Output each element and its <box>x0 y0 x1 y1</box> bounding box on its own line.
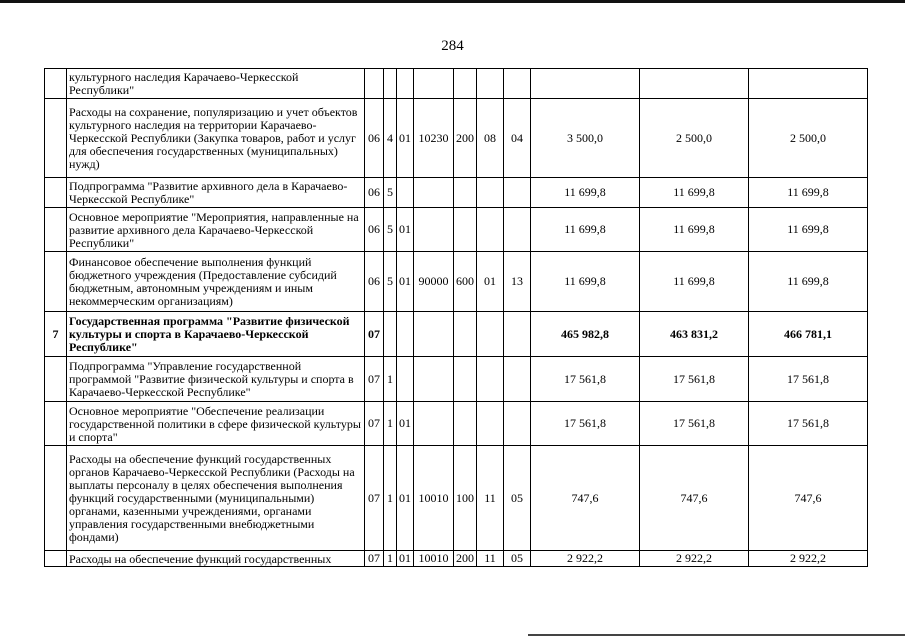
code-cell <box>397 357 414 402</box>
code-cell: 07 <box>365 357 384 402</box>
code-cell <box>454 357 477 402</box>
code-cell: 06 <box>365 252 384 312</box>
code-cell <box>477 357 504 402</box>
code-cell: 07 <box>365 402 384 446</box>
code-cell <box>397 312 414 357</box>
code-cell: 01 <box>397 402 414 446</box>
table-row <box>45 252 868 312</box>
code-cell: 08 <box>477 99 504 178</box>
row-name-cell: Финансовое обеспечение выполнения функций бюджетного учреждения (Предоставление субсидий бюджетным, автономным учреждениям и иным некоммерческим организациям) <box>67 252 365 312</box>
code-cell: 07 <box>365 312 384 357</box>
code-cell <box>384 312 397 357</box>
code-cell <box>384 69 397 99</box>
code-cell <box>414 69 454 99</box>
amount-cell-3: 2 500,0 <box>749 99 868 178</box>
code-cell: 07 <box>365 551 384 567</box>
amount-cell-1: 2 922,2 <box>531 551 640 567</box>
amount-cell-2: 17 561,8 <box>640 402 749 446</box>
amount-cell-3: 11 699,8 <box>749 208 868 252</box>
code-cell: 4 <box>384 99 397 178</box>
row-number-cell <box>45 208 67 252</box>
code-cell <box>454 178 477 208</box>
code-cell <box>477 402 504 446</box>
row-name-cell: Основное мероприятие "Обеспечение реализации государственной политики в сфере физической культуры и спорта" <box>67 402 365 446</box>
row-name-cell: Основное мероприятие "Мероприятия, направленные на развитие архивного дела Карачаево-Черкесской Республики" <box>67 208 365 252</box>
table-row <box>45 446 868 551</box>
amount-cell-2: 747,6 <box>640 446 749 551</box>
row-name-cell: Расходы на обеспечение функций государственных <box>67 551 365 567</box>
amount-cell-2: 2 922,2 <box>640 551 749 567</box>
amount-cell-3: 747,6 <box>749 446 868 551</box>
code-cell <box>477 208 504 252</box>
row-number-cell <box>45 252 67 312</box>
code-cell: 05 <box>504 551 531 567</box>
code-cell: 1 <box>384 551 397 567</box>
code-cell: 200 <box>454 551 477 567</box>
code-cell: 1 <box>384 446 397 551</box>
row-number-cell <box>45 357 67 402</box>
table-row <box>45 551 868 567</box>
amount-cell-2 <box>640 69 749 99</box>
code-cell <box>397 178 414 208</box>
amount-cell-1: 17 561,8 <box>531 402 640 446</box>
amount-cell-2: 11 699,8 <box>640 208 749 252</box>
table-row <box>45 99 868 178</box>
code-cell <box>504 178 531 208</box>
code-cell: 11 <box>477 551 504 567</box>
code-cell: 600 <box>454 252 477 312</box>
code-cell: 05 <box>504 446 531 551</box>
code-cell: 06 <box>365 99 384 178</box>
row-number-cell <box>45 69 67 99</box>
amount-cell-3: 466 781,1 <box>749 312 868 357</box>
amount-cell-3 <box>749 69 868 99</box>
amount-cell-1: 465 982,8 <box>531 312 640 357</box>
row-name-cell: Расходы на сохранение, популяризацию и учет объектов культурного наследия на территории Карачаево-Черкесской Республики (Закупка товаров, работ и услуг для обеспечения государственных (муниципальных) нужд) <box>67 99 365 178</box>
code-cell: 01 <box>397 252 414 312</box>
table-row-program <box>45 312 868 357</box>
code-cell: 11 <box>477 446 504 551</box>
code-cell: 1 <box>384 357 397 402</box>
code-cell <box>504 69 531 99</box>
amount-cell-2: 17 561,8 <box>640 357 749 402</box>
code-cell: 13 <box>504 252 531 312</box>
row-name-cell: Подпрограмма "Развитие архивного дела в Карачаево-Черкесской Республике" <box>67 178 365 208</box>
code-cell <box>454 69 477 99</box>
amount-cell-1: 17 561,8 <box>531 357 640 402</box>
code-cell <box>477 312 504 357</box>
amount-cell-2: 2 500,0 <box>640 99 749 178</box>
amount-cell-2: 11 699,8 <box>640 252 749 312</box>
amount-cell-1: 11 699,8 <box>531 178 640 208</box>
code-cell: 04 <box>504 99 531 178</box>
row-number-cell <box>45 402 67 446</box>
code-cell <box>414 312 454 357</box>
code-cell <box>414 357 454 402</box>
code-cell <box>504 402 531 446</box>
code-cell: 01 <box>397 208 414 252</box>
code-cell <box>454 312 477 357</box>
code-cell: 01 <box>477 252 504 312</box>
page-top-border <box>0 0 905 3</box>
budget-table <box>44 68 868 567</box>
code-cell: 10010 <box>414 551 454 567</box>
code-cell <box>504 208 531 252</box>
code-cell <box>477 69 504 99</box>
code-cell <box>454 208 477 252</box>
code-cell: 01 <box>397 446 414 551</box>
amount-cell-1: 3 500,0 <box>531 99 640 178</box>
code-cell: 200 <box>454 99 477 178</box>
code-cell: 10230 <box>414 99 454 178</box>
table-row <box>45 208 868 252</box>
code-cell <box>454 402 477 446</box>
amount-cell-1: 11 699,8 <box>531 208 640 252</box>
amount-cell-2: 463 831,2 <box>640 312 749 357</box>
code-cell <box>504 312 531 357</box>
row-number-cell <box>45 178 67 208</box>
code-cell: 06 <box>365 208 384 252</box>
row-name-cell: культурного наследия Карачаево-Черкесской Республики" <box>67 69 365 99</box>
code-cell: 100 <box>454 446 477 551</box>
row-number-cell <box>45 99 67 178</box>
table-row <box>45 178 868 208</box>
scan-edge-line <box>528 634 905 636</box>
amount-cell-3: 11 699,8 <box>749 252 868 312</box>
code-cell: 1 <box>384 402 397 446</box>
row-name-cell: Подпрограмма "Управление государственной программой "Развитие физической культуры и спорта в Карачаево-Черкесской Республике" <box>67 357 365 402</box>
row-number-cell <box>45 446 67 551</box>
amount-cell-1 <box>531 69 640 99</box>
code-cell <box>414 178 454 208</box>
code-cell: 10010 <box>414 446 454 551</box>
code-cell: 07 <box>365 446 384 551</box>
code-cell: 5 <box>384 178 397 208</box>
amount-cell-3: 17 561,8 <box>749 357 868 402</box>
code-cell <box>477 178 504 208</box>
amount-cell-3: 17 561,8 <box>749 402 868 446</box>
row-number-cell <box>45 551 67 567</box>
table-row <box>45 69 868 99</box>
code-cell <box>414 402 454 446</box>
code-cell: 5 <box>384 252 397 312</box>
code-cell: 01 <box>397 551 414 567</box>
code-cell <box>414 208 454 252</box>
page-number: 284 <box>441 38 464 54</box>
code-cell: 90000 <box>414 252 454 312</box>
table-row <box>45 402 868 446</box>
amount-cell-1: 747,6 <box>531 446 640 551</box>
code-cell: 5 <box>384 208 397 252</box>
row-name-cell: Расходы на обеспечение функций государственных органов Карачаево-Черкесской Республики (Расходы на выплаты персоналу в целях обеспечения выполнения функций государственными (муниципальными) органами, казенными учреждениями, органами управления государственными внебюджетными фондами) <box>67 446 365 551</box>
amount-cell-3: 11 699,8 <box>749 178 868 208</box>
table-row <box>45 357 868 402</box>
code-cell <box>504 357 531 402</box>
code-cell: 06 <box>365 178 384 208</box>
row-name-cell: Государственная программа "Развитие физической культуры и спорта в Карачаево-Черкесской Республике" <box>67 312 365 357</box>
code-cell <box>397 69 414 99</box>
code-cell: 01 <box>397 99 414 178</box>
row-number-cell: 7 <box>45 312 67 357</box>
amount-cell-1: 11 699,8 <box>531 252 640 312</box>
amount-cell-2: 11 699,8 <box>640 178 749 208</box>
code-cell <box>365 69 384 99</box>
amount-cell-3: 2 922,2 <box>749 551 868 567</box>
